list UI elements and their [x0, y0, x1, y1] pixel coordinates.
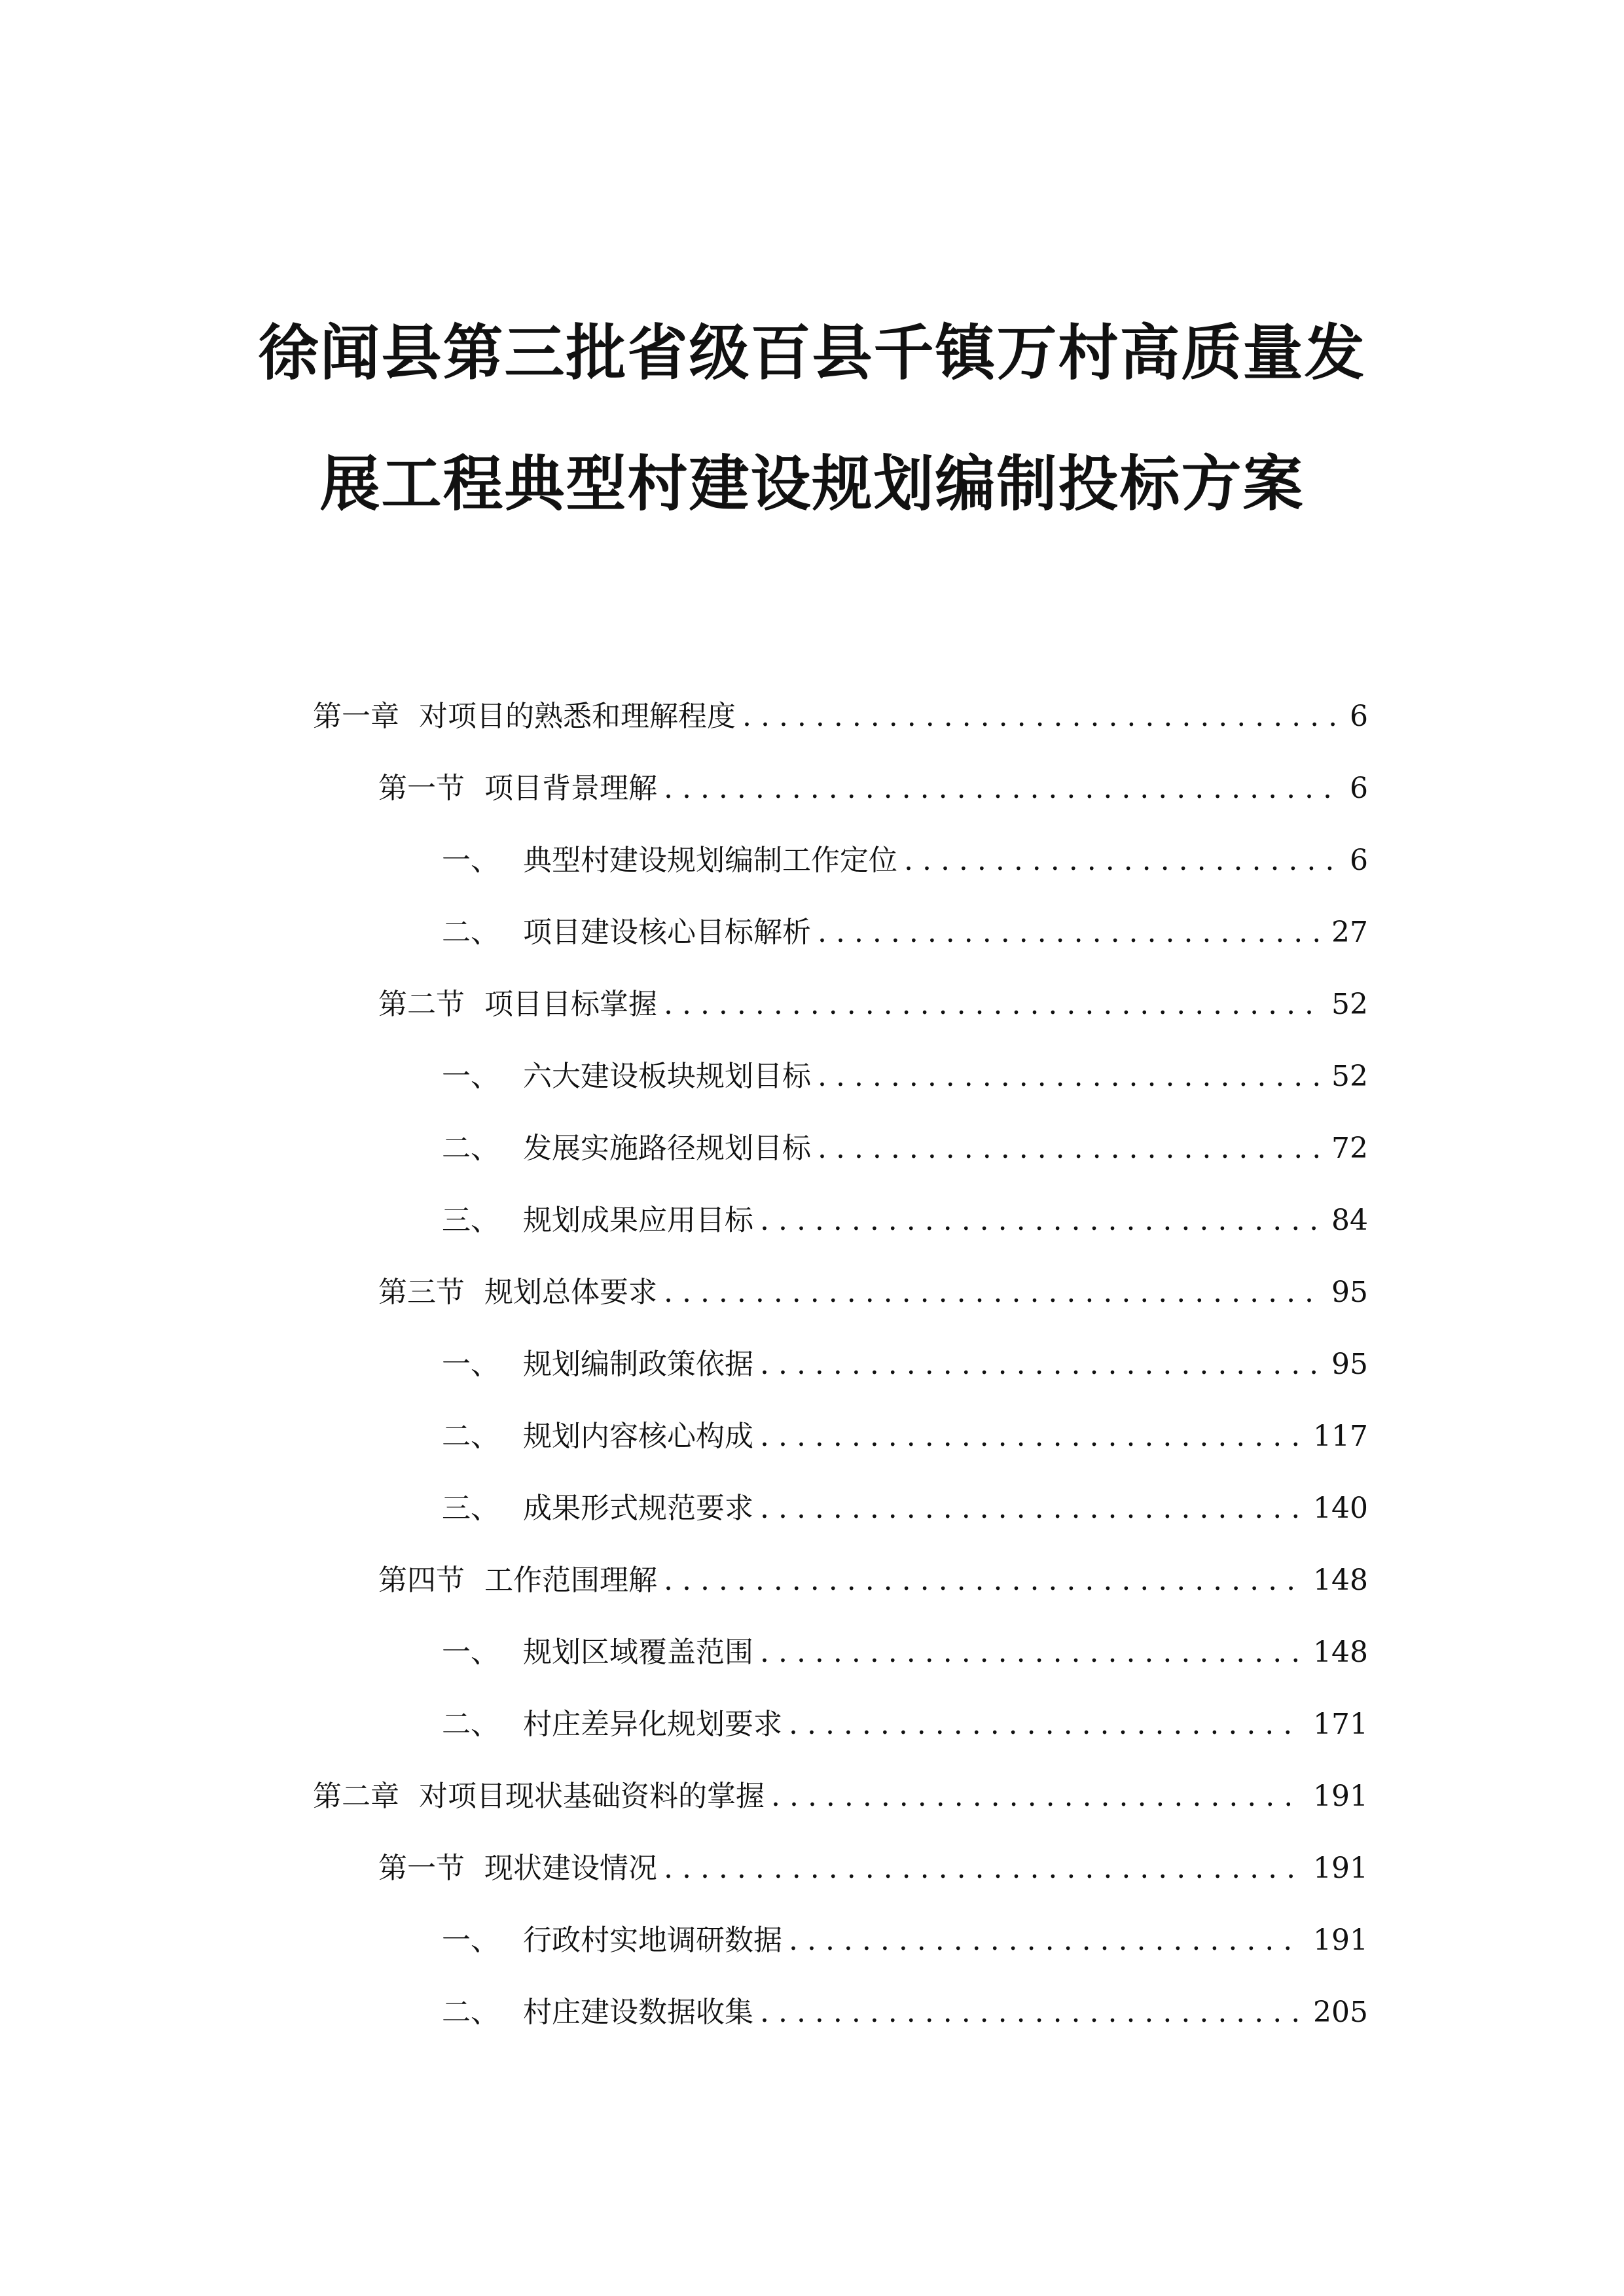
toc-entry-page: 191: [1313, 1924, 1368, 1957]
toc-entry-number: 二、: [442, 1420, 499, 1453]
toc-entry-text: 规划编制政策依据: [523, 1348, 753, 1381]
toc-dot-leader: [760, 1342, 1322, 1388]
toc-entry-number: 一、: [442, 1348, 499, 1381]
toc-dot-leader: [664, 1846, 1304, 1892]
toc-entry[interactable]: [442, 1054, 1368, 1100]
toc-entry-number: 第一章: [313, 700, 399, 733]
toc-entry-number: 一、: [442, 844, 499, 877]
toc-entry-text: 规划成果应用目标: [523, 1204, 753, 1237]
toc-dot-leader: [760, 1414, 1304, 1460]
toc-entry-text: 发展实施路径规划目标: [523, 1132, 811, 1165]
toc-entry-page: 117: [1313, 1420, 1368, 1453]
toc-entry-page: 95: [1331, 1348, 1368, 1381]
toc-entry-label: [442, 1630, 753, 1676]
toc-entry[interactable]: [313, 694, 1368, 740]
title-line-2: 展工程典型村建设规划编制投标方案: [319, 449, 1305, 519]
toc-entry-label: [442, 1198, 753, 1244]
toc-entry-label: [442, 1126, 811, 1172]
toc-entry-page: 140: [1313, 1492, 1368, 1525]
toc-entry[interactable]: [442, 1414, 1368, 1460]
toc-dot-leader: [760, 1198, 1322, 1244]
toc-dot-leader: [818, 910, 1322, 956]
toc-entry-text: 村庄差异化规划要求: [523, 1708, 782, 1741]
toc-entry[interactable]: [442, 1918, 1368, 1964]
toc-entry-page: 148: [1313, 1636, 1368, 1669]
toc-entry-number: 一、: [442, 1924, 499, 1957]
toc-entry-page: 72: [1331, 1132, 1368, 1165]
toc-entry-text: 六大建设板块规划目标: [523, 1060, 811, 1093]
toc-entry-text: 对项目现状基础资料的掌握: [419, 1780, 765, 1813]
toc-entry[interactable]: [313, 1774, 1368, 1820]
toc-entry-label: [442, 1990, 753, 2036]
toc-entry-number: 第三节: [378, 1276, 465, 1309]
toc-entry[interactable]: [378, 982, 1368, 1028]
toc-entry-number: 二、: [442, 916, 499, 949]
toc-entry-page: 191: [1313, 1780, 1368, 1813]
toc-entry-number: 二、: [442, 1708, 499, 1741]
toc-entry-label: [313, 1774, 765, 1820]
toc-entry-number: 二、: [442, 1996, 499, 2029]
toc-entry-label: [378, 766, 657, 812]
toc-entry-page: 191: [1313, 1852, 1368, 1885]
toc-entry[interactable]: [442, 838, 1368, 884]
toc-entry-text: 行政村实地调研数据: [523, 1924, 782, 1957]
toc-entry[interactable]: [442, 1990, 1368, 2036]
toc-entry-page: 171: [1313, 1708, 1368, 1741]
toc-entry-text: 现状建设情况: [484, 1852, 657, 1885]
toc-dot-leader: [760, 1990, 1304, 2036]
toc-entry-label: [442, 1342, 753, 1388]
toc-entry-text: 村庄建设数据收集: [523, 1996, 753, 2029]
toc-entry-page: 6: [1350, 700, 1368, 733]
toc-entry-label: [442, 838, 897, 884]
toc-dot-leader: [771, 1774, 1304, 1820]
toc-entry[interactable]: [442, 1486, 1368, 1532]
toc-entry-number: 一、: [442, 1636, 499, 1669]
toc-entry-text: 规划总体要求: [484, 1276, 657, 1309]
toc-entry-number: 三、: [442, 1492, 499, 1525]
toc-entry-label: [442, 1918, 782, 1964]
toc-entry-text: 项目建设核心目标解析: [523, 916, 811, 949]
toc-entry[interactable]: [378, 1846, 1368, 1892]
toc-dot-leader: [760, 1486, 1304, 1532]
toc-entry-text: 规划内容核心构成: [523, 1420, 753, 1453]
toc-entry-page: 6: [1350, 844, 1368, 877]
toc-entry-text: 工作范围理解: [484, 1564, 657, 1597]
toc-entry-page: 52: [1331, 1060, 1368, 1093]
toc-entry-label: [442, 910, 811, 956]
toc-entry-number: 第二章: [313, 1780, 399, 1813]
toc-entry-label: [378, 1846, 657, 1892]
toc-entry-label: [442, 1486, 753, 1532]
toc-dot-leader: [664, 982, 1322, 1028]
toc-dot-leader: [789, 1918, 1304, 1964]
toc-entry[interactable]: [378, 1558, 1368, 1604]
toc-entry[interactable]: [442, 1702, 1368, 1748]
toc-entry[interactable]: [378, 1270, 1368, 1316]
toc-dot-leader: [664, 1270, 1322, 1316]
toc-entry[interactable]: [442, 1198, 1368, 1244]
toc-dot-leader: [789, 1702, 1304, 1748]
toc-entry-number: 一、: [442, 1060, 499, 1093]
title-line-1: 徐闻县第三批省级百县千镇万村高质量发: [258, 318, 1366, 388]
toc-entry-label: [378, 1270, 657, 1316]
toc-entry-number: 三、: [442, 1204, 499, 1237]
toc-entry-page: 6: [1350, 772, 1368, 805]
document-title: [0, 318, 1624, 583]
toc-entry-page: 205: [1313, 1996, 1368, 2029]
toc-entry-page: 27: [1331, 916, 1368, 949]
toc-entry-number: 第一节: [378, 1852, 465, 1885]
toc-entry-text: 典型村建设规划编制工作定位: [523, 844, 897, 877]
toc-entry-number: 第一节: [378, 772, 465, 805]
toc-entry[interactable]: [442, 1126, 1368, 1172]
toc-entry-text: 规划区域覆盖范围: [523, 1636, 753, 1669]
toc-entry-label: [313, 694, 736, 740]
toc-entry-page: 84: [1331, 1204, 1368, 1237]
toc-entry-text: 对项目的熟悉和理解程度: [419, 700, 736, 733]
toc-entry-text: 项目目标掌握: [484, 988, 657, 1021]
toc-entry[interactable]: [442, 910, 1368, 956]
toc-entry-label: [442, 1054, 811, 1100]
toc-dot-leader: [664, 1558, 1304, 1604]
toc-dot-leader: [664, 766, 1341, 812]
toc-dot-leader: [818, 1054, 1322, 1100]
toc-entry-text: 成果形式规范要求: [523, 1492, 753, 1525]
toc-dot-leader: [742, 694, 1341, 740]
toc-entry[interactable]: [378, 766, 1368, 812]
toc-dot-leader: [760, 1630, 1304, 1676]
toc-entry-label: [442, 1414, 753, 1460]
toc-entry-label: [378, 1558, 657, 1604]
toc-entry[interactable]: [442, 1630, 1368, 1676]
toc-entry-page: 95: [1331, 1276, 1368, 1309]
toc-entry-label: [378, 982, 657, 1028]
toc-dot-leader: [818, 1126, 1322, 1172]
toc-entry-number: 第二节: [378, 988, 465, 1021]
toc-entry-page: 148: [1313, 1564, 1368, 1597]
toc-entry-number: 第四节: [378, 1564, 465, 1597]
toc-entry-page: 52: [1331, 988, 1368, 1021]
toc-entry-text: 项目背景理解: [484, 772, 657, 805]
toc-entry[interactable]: [442, 1342, 1368, 1388]
toc-entry-label: [442, 1702, 782, 1748]
toc-dot-leader: [904, 838, 1341, 884]
toc-entry-number: 二、: [442, 1132, 499, 1165]
